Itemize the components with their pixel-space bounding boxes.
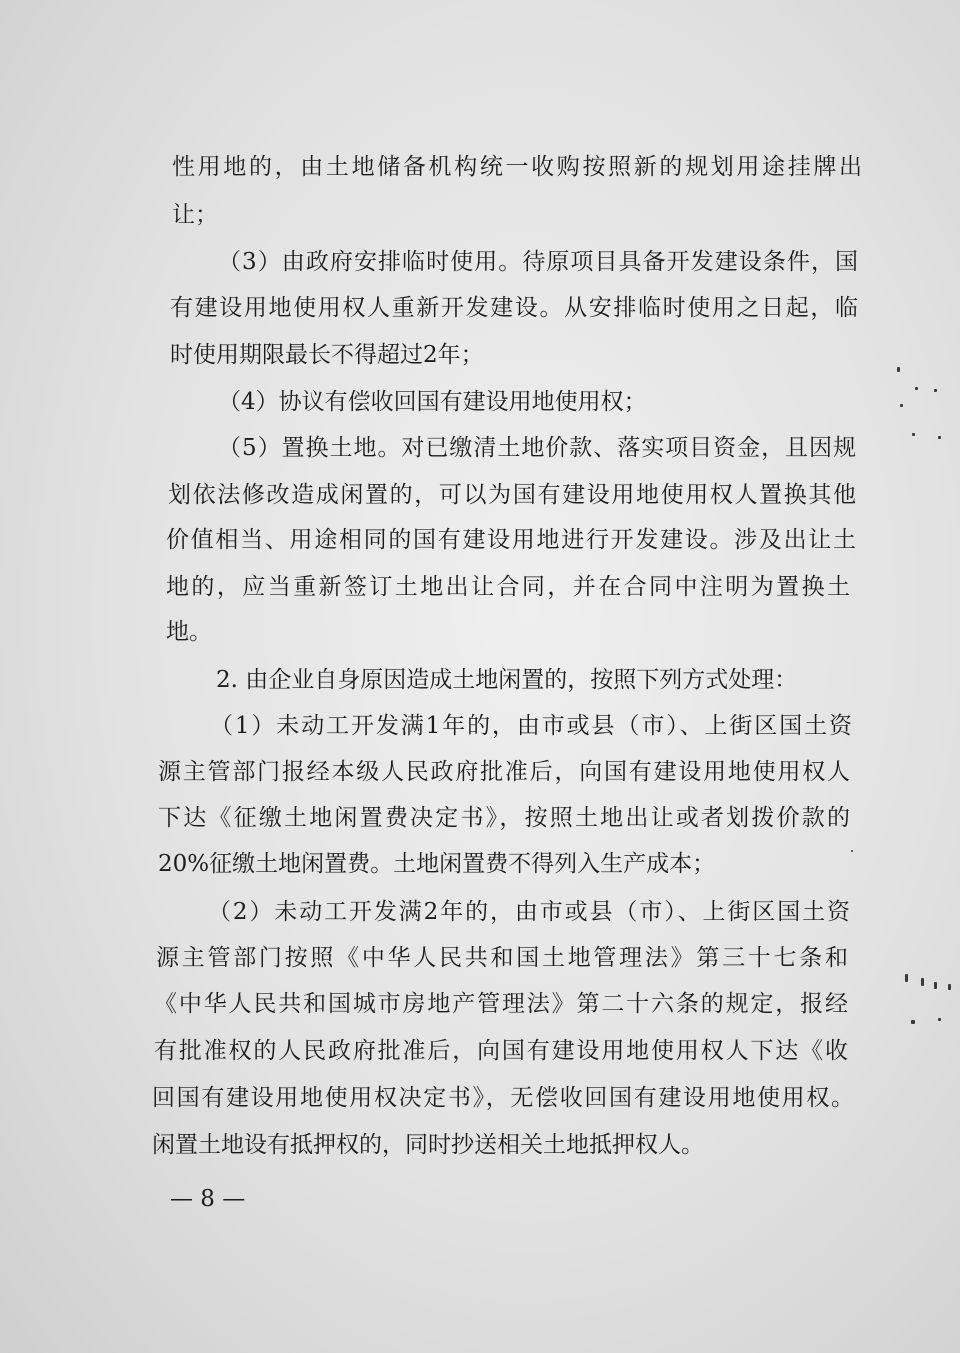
text-line: 源主管部门按照《中华人民共和国土地管理法》第三十七条和 bbox=[156, 945, 848, 971]
text-line: （2）未动工开发满2年的，由市或县（市）、上街区国土资 bbox=[208, 899, 850, 925]
scan-speck bbox=[897, 367, 900, 372]
text-line: （5）置换土地。对已缴清土地价款、落实项目资金，且因规 bbox=[218, 435, 856, 461]
scan-speck bbox=[900, 404, 903, 407]
text-line: （3）由政府安排临时使用。待原项目具备开发建设条件，国 bbox=[218, 249, 858, 275]
text-line: 地的，应当重新签订土地出让合同，并在合同中注明为置换土 bbox=[166, 574, 850, 600]
scan-speck bbox=[934, 982, 937, 989]
text-line: 20%征缴土地闲置费。土地闲置费不得列入生产成本； bbox=[158, 851, 716, 877]
text-line: 性用地的，由土地储备机构统一收购按照新的规划用途挂牌出 bbox=[172, 154, 862, 180]
scan-speck bbox=[938, 436, 941, 439]
scan-speck bbox=[905, 974, 908, 982]
text-line: 闲置土地设有抵押权的，同时抄送相关土地抵押权人。 bbox=[152, 1132, 704, 1158]
text-line: 价值相当、用途相同的国有建设用地进行开发建设。涉及出让土 bbox=[166, 527, 856, 553]
text-line: 回国有建设用地使用权决定书》，无偿收回国有建设用地使用权。 bbox=[152, 1085, 854, 1111]
text-line: 2. 由企业自身原因造成土地闲置的，按照下列方式处理： bbox=[216, 667, 798, 693]
text-line: （1）未动工开发满1年的，由市或县（市）、上街区国土资 bbox=[210, 713, 852, 739]
page-number: — 8 — bbox=[170, 1186, 246, 1212]
scan-speck bbox=[851, 850, 853, 852]
text-line: 源主管部门报经本级人民政府批准后，向国有建设用地使用权人 bbox=[158, 759, 850, 785]
scan-speck bbox=[938, 1018, 941, 1021]
text-line: （4）协议有偿收回国有建设用地使用权； bbox=[218, 389, 647, 415]
text-line: 时使用期限最长不得超过2年； bbox=[170, 342, 484, 368]
text-line: 下达《征缴土地闲置费决定书》，按照土地出让或者划拨价款的 bbox=[158, 805, 850, 831]
scan-speck bbox=[921, 978, 924, 986]
text-line: 有批准权的人民政府批准后，向国有建设用地使用权人下达《收 bbox=[154, 1038, 848, 1064]
scan-speck bbox=[912, 433, 915, 436]
text-line: 划依法修改造成闲置的，可以为国有建设用地使用权人置换其他 bbox=[168, 482, 856, 508]
text-line: 《中华人民共和国城市房地产管理法》第二十六条的规定，报经 bbox=[154, 991, 848, 1017]
scan-speck bbox=[911, 1020, 915, 1024]
scan-speck bbox=[948, 984, 951, 990]
text-line: 让； bbox=[172, 202, 218, 228]
scan-speck bbox=[934, 389, 937, 392]
scan-speck bbox=[915, 387, 918, 390]
text-line: 有建设用地使用权人重新开发建设。从安排临时使用之日起，临 bbox=[170, 295, 858, 321]
text-line: 地。 bbox=[166, 619, 212, 645]
